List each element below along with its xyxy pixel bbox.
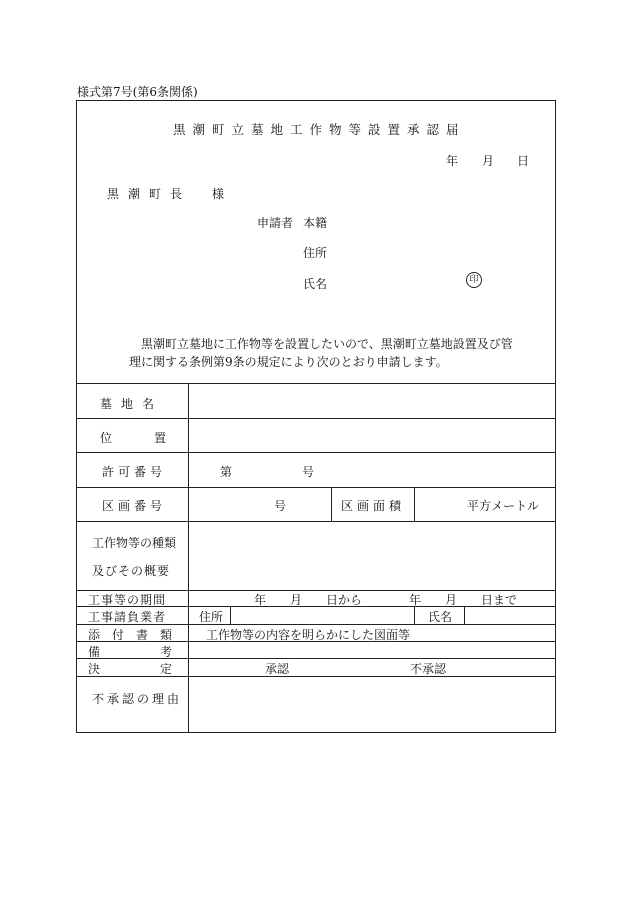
table-rule	[76, 521, 556, 522]
addressee-honorific: 様	[212, 187, 225, 201]
construction-period-end: 年 月 日まで	[409, 593, 518, 607]
section-area-label: 区画面積	[341, 499, 406, 513]
section-number-go: 号	[274, 499, 287, 513]
addressee: 黒潮町長	[107, 187, 192, 201]
attachments-label: 添付書類	[88, 628, 185, 642]
form-title: 黒潮町立墓地工作物等設置承認届	[173, 122, 466, 137]
square-meters-unit: 平方メートル	[467, 499, 540, 513]
cemetery-name-label: 墓地名	[100, 397, 164, 411]
contractor-address-label: 住所	[199, 610, 224, 624]
application-statement-line-1: 黒潮町立墓地に工作物等を設置したいので、黒潮町立墓地設置及び管	[141, 337, 513, 351]
decision-not-approved: 不承認	[410, 662, 447, 676]
table-rule	[76, 487, 556, 488]
applicant-domicile-label: 本籍	[303, 216, 328, 230]
applicant-name-label: 氏名	[303, 277, 328, 291]
decision-label: 決定	[88, 662, 233, 676]
attachments-value: 工作物等の内容を明らかにした図面等	[206, 628, 411, 642]
section-area-divider	[331, 487, 332, 521]
rejection-reason-label: 不承認の理由	[92, 692, 183, 706]
date-month-label: 月	[482, 154, 495, 168]
form-number-label: 様式第7号(第6条関係)	[77, 85, 198, 99]
location-label: 位置	[100, 431, 209, 445]
section-number-label: 区画番号	[102, 499, 167, 513]
construction-period-label: 工事等の期間	[88, 593, 167, 607]
permit-number-dai: 第	[220, 465, 233, 479]
date-year-label: 年	[446, 154, 459, 168]
remarks-label: 備考	[88, 645, 233, 659]
permit-number-label: 許可番号	[102, 465, 167, 479]
section-area-value-divider	[414, 487, 415, 521]
applicant-address-label: 住所	[303, 246, 328, 260]
seal-mark-icon: 印	[466, 272, 482, 288]
table-rule	[76, 452, 556, 453]
contractor-address-divider	[230, 606, 231, 624]
table-top-rule	[76, 383, 556, 384]
decision-approved: 承認	[265, 662, 290, 676]
contractor-name-label: 氏名	[428, 610, 453, 624]
contractor-name-divider	[414, 606, 415, 624]
application-statement-line-2: 理に関する条例第9条の規定により次のとおり申請します。	[129, 355, 448, 369]
applicant-label: 申請者	[257, 216, 294, 230]
contractor-name-value-divider	[464, 606, 465, 624]
structure-type-label-line-1: 工作物等の種類	[92, 536, 177, 550]
structure-type-label-line-2: 及びその概要	[92, 564, 171, 578]
contractor-label: 工事請負業者	[88, 610, 167, 624]
date-day-label: 日	[517, 154, 530, 168]
table-rule	[76, 418, 556, 419]
construction-period-start: 年 月 日から	[254, 593, 363, 607]
permit-number-go: 号	[302, 465, 315, 479]
